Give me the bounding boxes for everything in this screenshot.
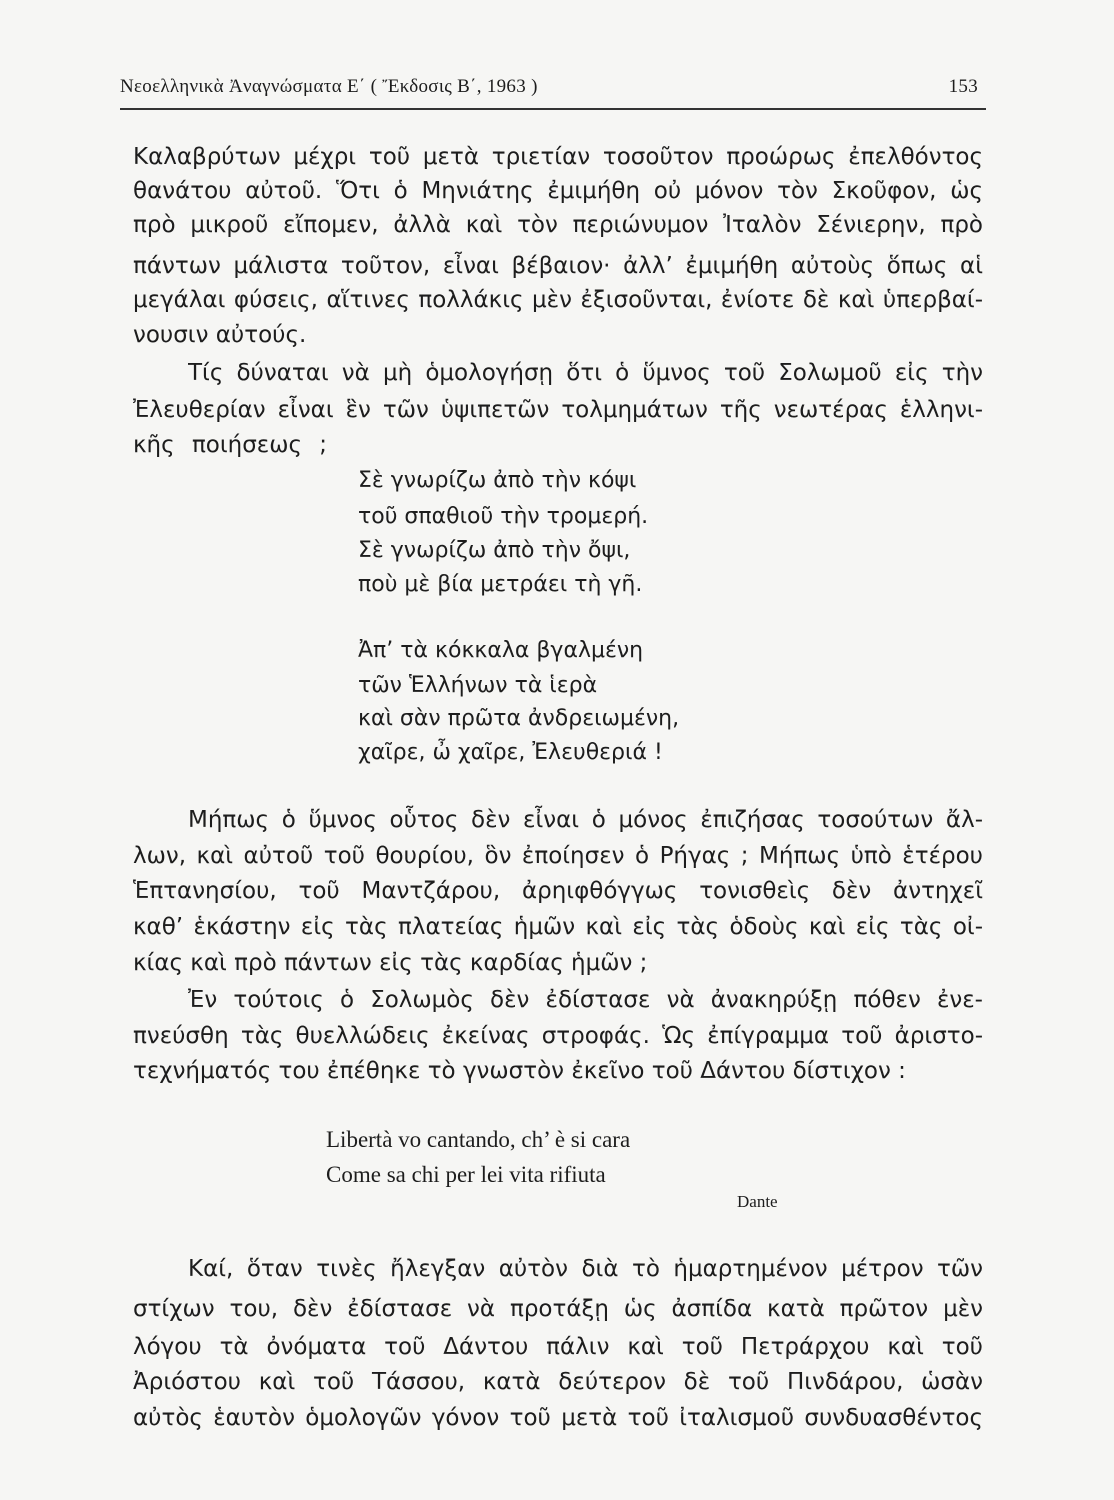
page-number: 153 [948, 76, 978, 97]
verse-line: ποὺ μὲ βία μετράει τὴ γῆ. [358, 572, 643, 597]
text-line: Καλαβρύτων μέχρι τοῦ μετὰ τριετίαν τοσοῦτον προώρως ἐπελθόντος [133, 144, 983, 170]
quote-line: Libertà vo cantando, ch’ è si cara [326, 1127, 631, 1152]
verse-line: τοῦ σπαθιοῦ τὴν τρομερή. [358, 504, 649, 529]
text-line: Ἑπτανησίου, τοῦ Μαντζάρου, ἀρηιφθόγγως τονισθεὶς δὲν ἀντηχεῖ [133, 878, 983, 904]
text-line: τεχνήματός του ἐπέθηκε τὸ γνωστὸν ἐκεῖνο τοῦ Δάντου δίστιχον : [133, 1058, 906, 1084]
quote-line: Come sa chi per lei vita rifiuta [326, 1162, 606, 1187]
verse-line: χαῖρε, ὦ χαῖρε, Ἐλευθεριά ! [358, 740, 663, 765]
text-line: πνεύσθη τὰς θυελλώδεις ἐκείνας στροφάς. Ὡς ἐπίγραμμα τοῦ ἀριστο- [133, 1023, 983, 1049]
running-title: Νεοελληνικὰ Ἀναγνώσματα Ε΄ ( Ἔκδοσις Β΄, 1963 ) [120, 76, 538, 97]
text-line: λων, καὶ αὐτοῦ τοῦ θουρίου, ὃν ἐποίησεν ὁ Ρήγας ; Μήπως ὑπὸ ἑτέρου [133, 843, 983, 869]
text-line: πάντων μάλιστα τοῦτον, εἶναι βέβαιον· ἀλλ’ ἐμιμήθη αὐτοὺς ὅπως αἱ [133, 253, 983, 279]
verse-line: Σὲ γνωρίζω ἀπὸ τὴν κόψι [358, 468, 637, 493]
text-line: μεγάλαι φύσεις, αἵτινες πολλάκις μὲν ἐξισοῦνται, ἐνίοτε δὲ καὶ ὑπερβαί- [133, 287, 983, 313]
verse-line: Σὲ γνωρίζω ἀπὸ τὴν ὄψι, [358, 538, 631, 563]
text-line: θανάτου αὐτοῦ. Ὅτι ὁ Μηνιάτης ἐμιμήθη οὐ μόνον τὸν Σκοῦφον, ὡς [133, 178, 983, 204]
quote-author: Dante [737, 1192, 778, 1211]
verse-line: καὶ σὰν πρῶτα ἀνδρειωμένη, [358, 706, 680, 731]
verse-line: Ἀπ’ τὰ κόκκαλα βγαλμένη [358, 638, 644, 663]
text-line: Καί, ὅταν τινὲς ἤλεγξαν αὐτὸν διὰ τὸ ἡμαρτημένον μέτρον τῶν [188, 1256, 983, 1282]
text-line: Ἀριόστου καὶ τοῦ Τάσσου, κατὰ δεύτερον δὲ τοῦ Πινδάρου, ὡσὰν [133, 1369, 983, 1395]
text-line: αὐτὸς ἑαυτὸν ὁμολογῶν γόνον τοῦ μετὰ τοῦ ἰταλισμοῦ συνδυασθέντος [133, 1405, 983, 1431]
text-line: Ἐν τούτοις ὁ Σολωμὸς δὲν ἐδίστασε νὰ ἀνακηρύξῃ πόθεν ἐνε- [188, 987, 983, 1013]
header-rule [120, 108, 986, 110]
text-line: καθ’ ἑκάστην εἰς τὰς πλατείας ἡμῶν καὶ εἰς τὰς ὁδοὺς καὶ εἰς τὰς οἰ- [133, 914, 983, 940]
text-line: Μήπως ὁ ὕμνος οὗτος δὲν εἶναι ὁ μόνος ἐπιζήσας τοσούτων ἄλ- [188, 807, 983, 833]
verse-line: τῶν Ἑλλήνων τὰ ἱερὰ [358, 673, 598, 698]
text-line: Ἐλευθερίαν εἶναι ἓν τῶν ὑψιπετῶν τολμημάτων τῆς νεωτέρας ἑλληνι- [133, 397, 983, 423]
text-line: στίχων του, δὲν ἐδίστασε νὰ προτάξῃ ὡς ἀσπίδα κατὰ πρῶτον μὲν [133, 1296, 983, 1322]
text-line: πρὸ μικροῦ εἴπομεν, ἀλλὰ καὶ τὸν περιώνυμον Ἰταλὸν Σένιερην, πρὸ [133, 212, 983, 238]
text-line: κῆς ποιήσεως ; [133, 432, 328, 458]
text-line: Τίς δύναται νὰ μὴ ὁμολογήσῃ ὅτι ὁ ὕμνος τοῦ Σολωμοῦ εἰς τὴν [188, 360, 983, 386]
text-line: νουσιν αὐτούς. [133, 322, 307, 348]
text-line: κίας καὶ πρὸ πάντων εἰς τὰς καρδίας ἡμῶν ; [133, 950, 648, 976]
running-header [120, 76, 982, 98]
text-line: λόγου τὰ ὀνόματα τοῦ Δάντου πάλιν καὶ τοῦ Πετράρχου καὶ τοῦ [133, 1334, 983, 1360]
